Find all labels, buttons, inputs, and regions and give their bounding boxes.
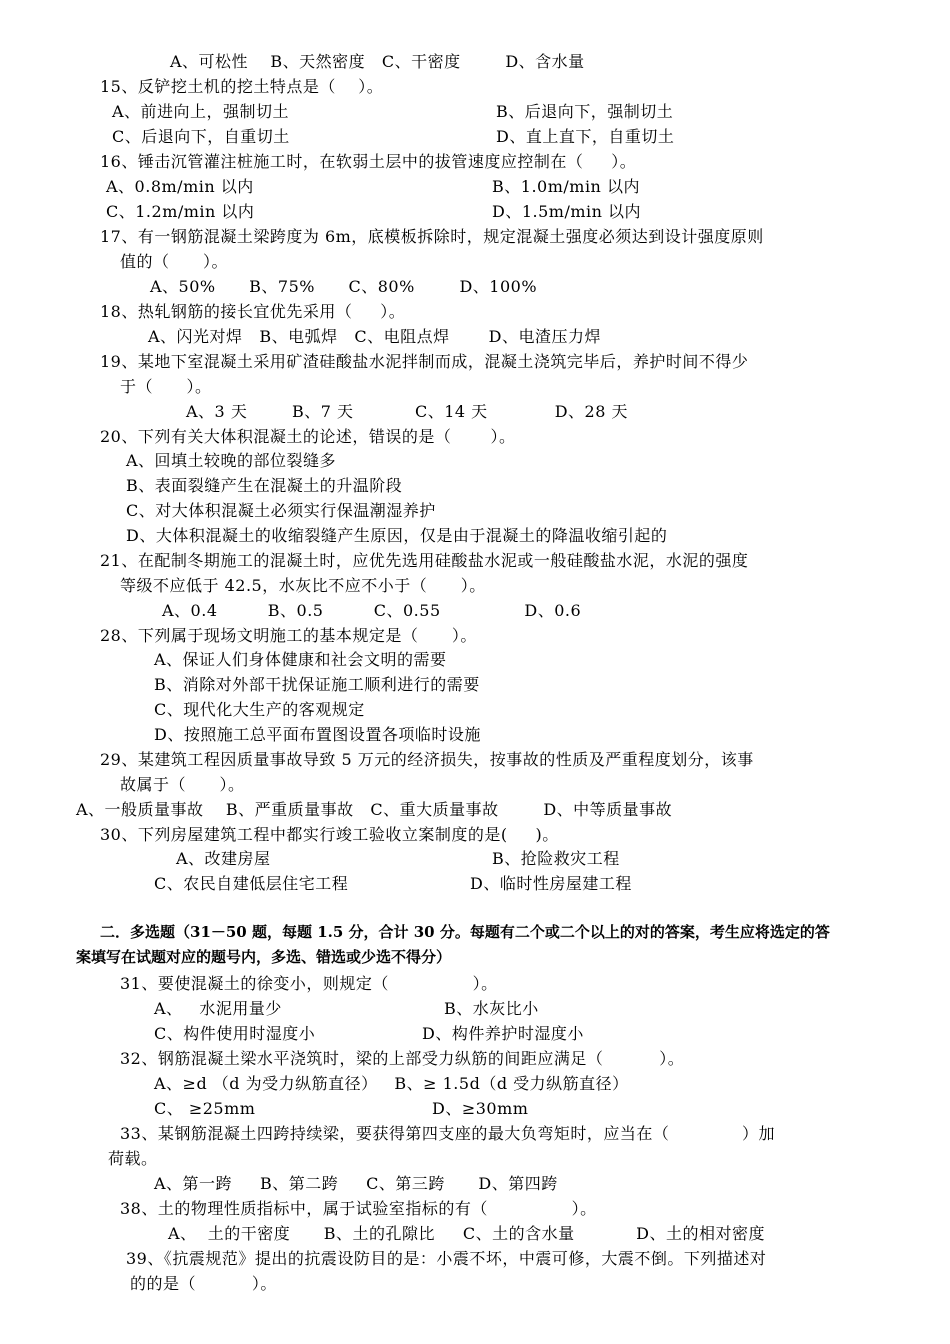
q31-option-a: A、 水泥用量少 [154, 999, 282, 1018]
q29-stem: 29、某建筑工程因质量事故导致 5 万元的经济损失，按事故的性质及严重程度划分，该事 [100, 750, 754, 769]
q29-options: A、一般质量事故 B、严重质量事故 C、重大质量事故 D、中等质量事故 [76, 800, 673, 819]
q28-option-d: D、按照施工总平面布置图设置各项临时设施 [154, 725, 481, 744]
q17-stem-cont: 值的（ ）。 [120, 252, 229, 271]
q16-option-b: B、1.0m/min 以内 [492, 177, 640, 196]
q16-option-c: C、1.2m/min 以内 [106, 202, 255, 221]
q30-option-c: C、农民自建低层住宅工程 [154, 874, 349, 893]
q16-option-a: A、0.8m/min 以内 [106, 177, 254, 196]
q15-option-c: C、后退向下，自重切土 [112, 127, 290, 146]
q39-stem: 39、《抗震规范》提出的抗震设防目的是：小震不坏，中震可修，大震不倒。下列描述对 [126, 1249, 767, 1268]
q18-options: A、闪光对焊 B、电弧焊 C、电阻点焊 D、电渣压力焊 [148, 327, 602, 346]
q31-option-d: D、构件养护时湿度小 [422, 1024, 584, 1043]
q32-options-ab: A、≥d （d 为受力纵筋直径） B、≥ 1.5d（d 受力纵筋直径） [154, 1074, 629, 1093]
q16-stem: 16、锤击沉管灌注桩施工时，在软弱土层中的拔管速度应控制在（ ）。 [100, 152, 637, 171]
q32-stem: 32、钢筋混凝土梁水平浇筑时，梁的上部受力纵筋的间距应满足（ ）。 [120, 1049, 685, 1068]
q20-option-a: A、回填土较晚的部位裂缝多 [126, 451, 337, 470]
q17-options: A、50% B、75% C、80% D、100% [150, 277, 538, 296]
q30-option-d: D、临时性房屋建工程 [470, 874, 632, 893]
q21-options: A、0.4 B、0.5 C、0.55 D、0.6 [162, 601, 582, 620]
q30-option-b: B、抢险救灾工程 [492, 849, 620, 868]
q38-stem: 38、土的物理性质指标中，属于试验室指标的有（ ）。 [120, 1199, 597, 1218]
q30-stem: 30、下列房屋建筑工程中都实行竣工验收立案制度的是( )。 [100, 825, 559, 844]
q30-option-a: A、改建房屋 [176, 849, 271, 868]
q31-option-b: B、水灰比小 [444, 999, 539, 1018]
q15-option-d: D、直上直下，自重切土 [496, 127, 675, 146]
section-heading-cont: 案填写在试题对应的题号内，多选、错选或少选不得分） [76, 948, 452, 966]
q20-option-d: D、大体积混凝土的收缩裂缝产生原因，仅是由于混凝土的降温收缩引起的 [126, 526, 668, 545]
q21-stem-cont: 等级不应低于 42.5，水灰比不应不小于（ ）。 [120, 576, 486, 595]
q16-option-d: D、1.5m/min 以内 [492, 202, 642, 221]
q33-stem-cont: 荷载。 [108, 1149, 158, 1168]
q20-option-c: C、对大体积混凝土必须实行保温潮湿养护 [126, 501, 436, 520]
q31-option-c: C、构件使用时湿度小 [154, 1024, 316, 1043]
q20-stem: 20、下列有关大体积混凝土的论述，错误的是（ ）。 [100, 427, 516, 446]
q20-option-b: B、表面裂缝产生在混凝土的升温阶段 [126, 476, 403, 495]
q14-options: A、可松性 B、天然密度 C、干密度 D、含水量 [170, 52, 585, 71]
q19-stem-cont: 于（ ）。 [120, 377, 212, 396]
q28-stem: 28、下列属于现场文明施工的基本规定是（ ）。 [100, 626, 477, 645]
q32-option-d: D、≥30mm [432, 1099, 529, 1118]
q39-stem-cont: 的的是（ ）。 [130, 1274, 277, 1293]
q33-stem: 33、某钢筋混凝土四跨持续梁，要获得第四支座的最大负弯矩时，应当在（ ）加 [120, 1124, 775, 1143]
q28-option-c: C、现代化大生产的客观规定 [154, 700, 365, 719]
q21-stem: 21、在配制冬期施工的混凝土时，应优先选用硅酸盐水泥或一般硅酸盐水泥，水泥的强度 [100, 551, 749, 570]
q31-stem: 31、要使混凝土的徐变小，则规定（ ）。 [120, 974, 498, 993]
q28-option-b: B、消除对外部干扰保证施工顺利进行的需要 [154, 675, 480, 694]
q32-option-c: C、 ≥25mm [154, 1099, 256, 1118]
q19-stem: 19、某地下室混凝土采用矿渣硅酸盐水泥拌制而成，混凝土浇筑完毕后，养护时间不得少 [100, 352, 749, 371]
q29-stem-cont: 故属于（ ）。 [120, 775, 245, 794]
q18-stem: 18、热轧钢筋的接长宜优先采用（ ）。 [100, 302, 406, 321]
q19-options: A、3 天 B、7 天 C、14 天 D、28 天 [186, 402, 628, 421]
q38-options: A、 土的干密度 B、土的孔隙比 C、土的含水量 D、土的相对密度 [168, 1224, 765, 1243]
q15-stem: 15、反铲挖土机的挖土特点是（ ）。 [100, 77, 384, 96]
q33-options: A、第一跨 B、第二跨 C、第三跨 D、第四跨 [154, 1174, 558, 1193]
q28-option-a: A、保证人们身体健康和社会文明的需要 [154, 650, 447, 669]
q15-option-a: A、前进向上，强制切土 [112, 102, 290, 121]
section-heading-multiple-choice: 二．多选题（31－50 题，每题 1.5 分，合计 30 分。每题有二个或二个以上的对的答案，考生应将选定的答 [100, 923, 830, 941]
q15-option-b: B、后退向下，强制切土 [496, 102, 674, 121]
q17-stem: 17、有一钢筋混凝土梁跨度为 6m，底模板拆除时，规定混凝土强度必须达到设计强度原则 [100, 227, 764, 246]
